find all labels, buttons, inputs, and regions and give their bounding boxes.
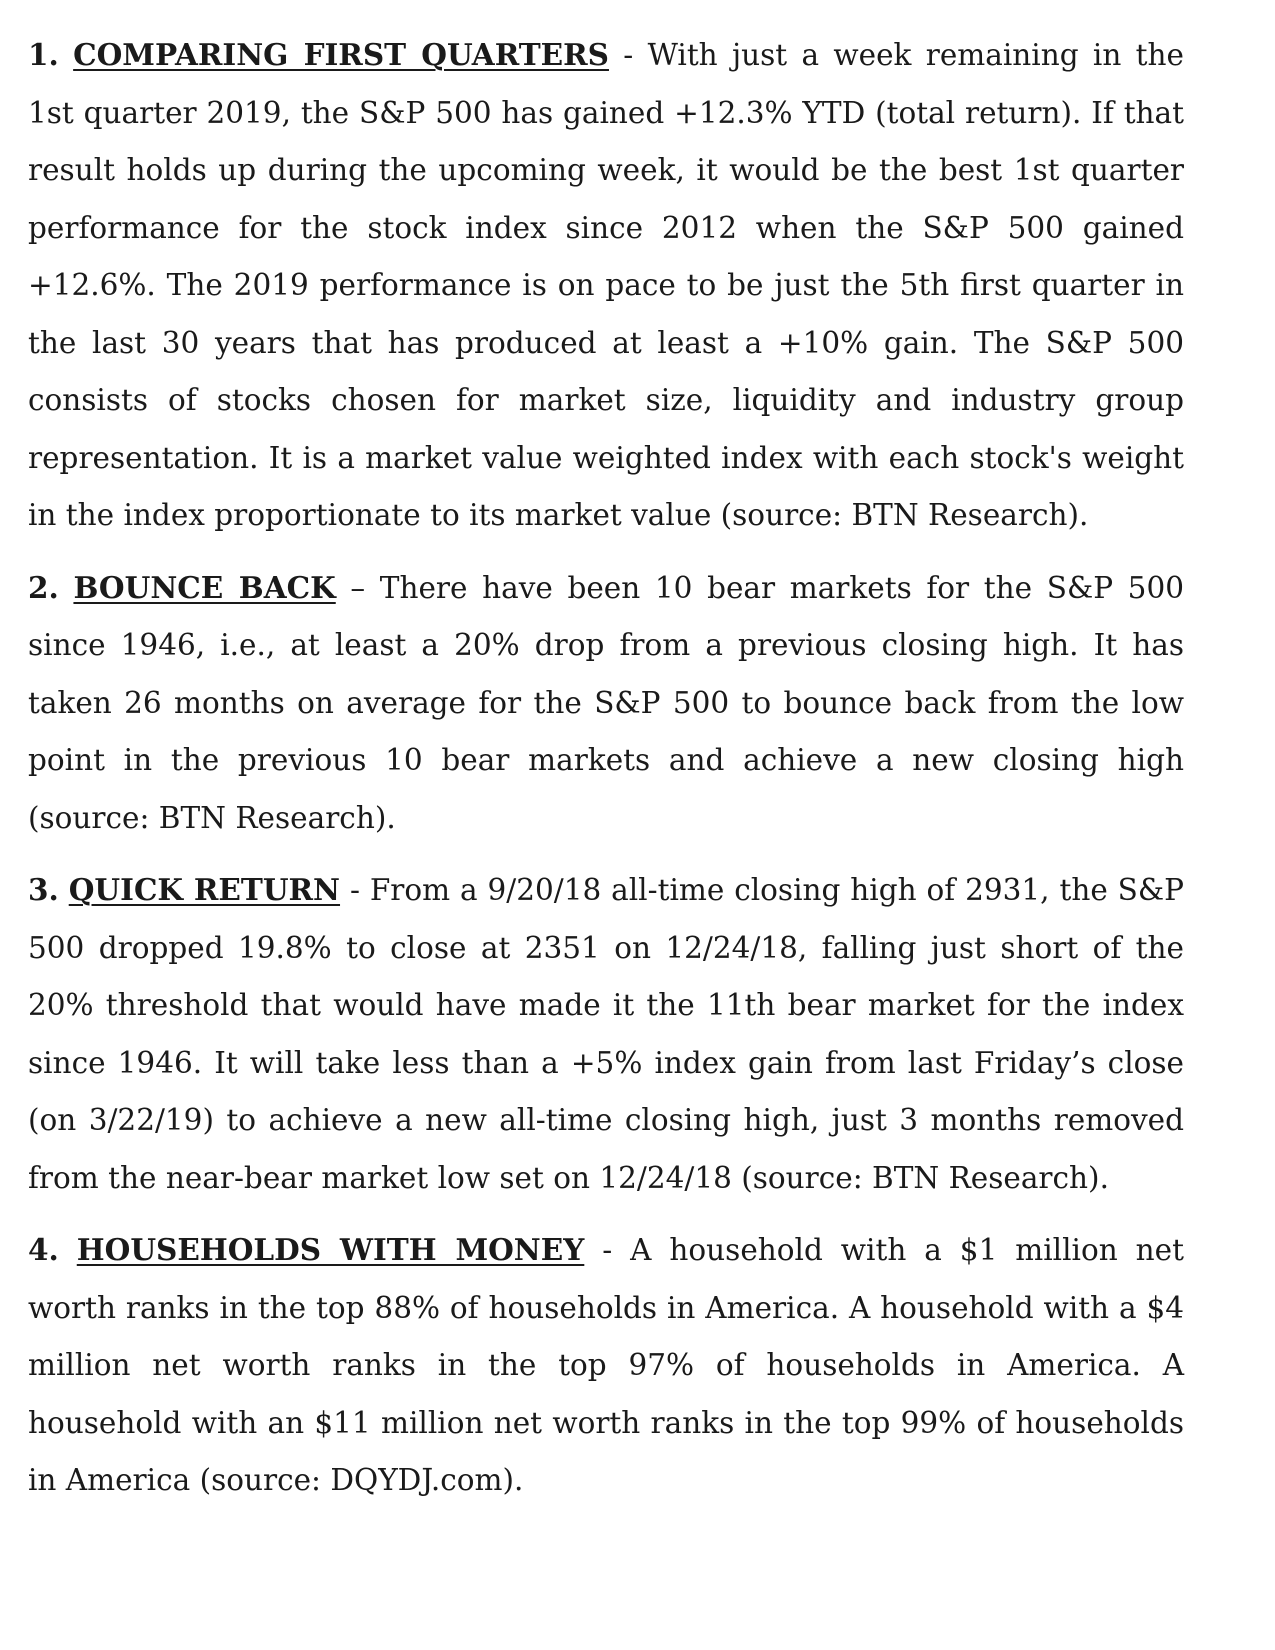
item-separator: - (584, 1233, 631, 1267)
item-households-with-money (28, 1221, 1184, 1510)
item-heading: HOUSEHOLDS WITH MONEY (76, 1232, 585, 1267)
item-separator: – (335, 570, 380, 605)
item-number: 4. (28, 1232, 59, 1267)
item-heading: BOUNCE BACK (73, 569, 336, 605)
item-number: 3. (28, 872, 59, 907)
item-heading: COMPARING FIRST QUARTERS (73, 37, 609, 72)
item-heading: QUICK RETURN (68, 872, 341, 907)
item-number: 2. (28, 569, 59, 605)
item-body: A household with a $1 million net worth ranks in the top 88% of households in America. A household with a $4 million net worth ranks in the top 97% of households in America. A household with an $11 million net worth ranks in the top 99% of households in America (source: DQYDJ.com). (28, 1233, 1184, 1497)
item-quick-return (28, 861, 1184, 1207)
item-bounce-back (28, 559, 1184, 848)
item-body: From a 9/20/18 all-time closing high of 2931, the S&P 500 dropped 19.8% to close at 2351 on 12/24/18, falling just short of the 20% threshold that would have made it the 11th bear market for the index since 1946. It will take less than a +5% index gain from last Friday’s close (on 3/22/19) to achieve a new all-time closing high, just 3 months removed from the near-bear market low set on 12/24/18 (source: BTN Research). (28, 873, 1185, 1195)
item-body: There have been 10 bear markets for the S&P 500 since 1946, i.e., at least a 20% drop from a previous closing high. It has taken 26 months on average for the S&P 500 to bounce back from the low point in the previous 10 bear markets and achieve a new closing high (source: BTN Research). (28, 570, 1184, 835)
item-comparing-first-quarters (28, 26, 1184, 545)
item-body: With just a week remaining in the 1st quarter 2019, the S&P 500 has gained +12.3% YTD (total return). If that result holds up during the upcoming week, it would be the best 1st quarter performance for the stock index since 2012 when the S&P 500 gained +12.6%. The 2019 performance is on pace to be just the 5th first quarter in the last 30 years that has produced at least a +10% gain. The S&P 500 consists of stocks chosen for market size, liquidity and industry group representation. It is a market value weighted index with each stock's weight in the index proportionate to its market value (source: BTN Research). (28, 38, 1184, 532)
item-number: 1. (28, 37, 59, 72)
item-separator: - (340, 873, 370, 907)
document-page (28, 26, 1184, 1524)
item-separator: - (608, 38, 648, 72)
